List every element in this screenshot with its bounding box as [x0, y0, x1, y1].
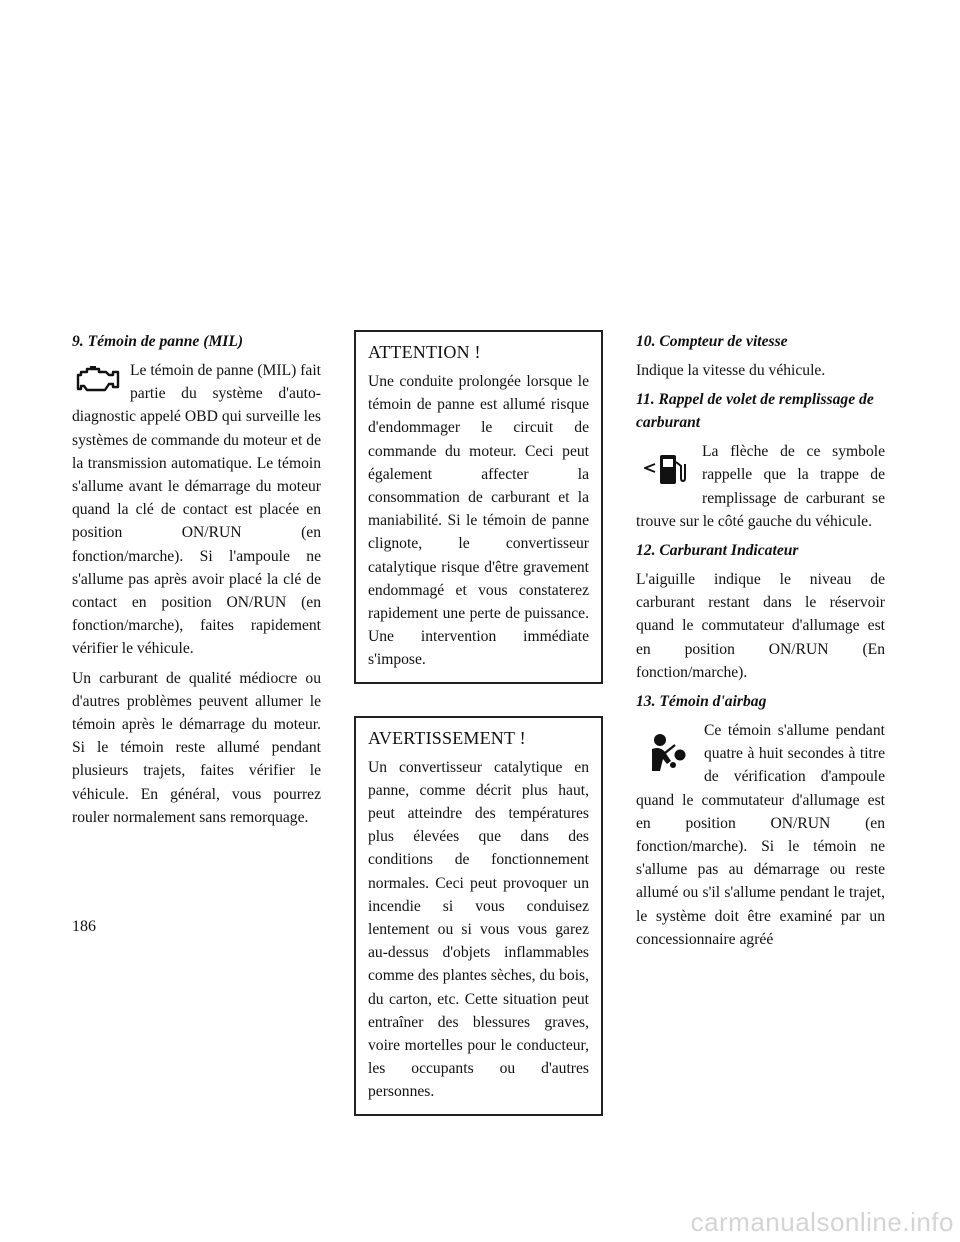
section-11-para — [636, 440, 885, 533]
section-13-heading: 13. Témoin d'airbag — [636, 693, 767, 711]
attention-text: Une conduite prolongée lorsque le témoin de panne est allumé risque d'endommager le circuit de commande du moteur. Ceci peut également affecter la consommation de carburant et la maniabilité. Si le témoin de panne clignote, le convertisseur catalytique risque d'être gravement endommagé et vous constaterez rapidement une perte de puissance. Une intervention immédiate s'impose. — [368, 373, 589, 669]
page-number: 186 — [72, 918, 96, 935]
check-engine-icon — [72, 363, 124, 397]
section-9-para1 — [72, 359, 321, 661]
attention-box — [354, 330, 603, 684]
avertissement-text: Un convertisseur catalytique en panne, comme décrit plus haut, peut atteindre des températures plus élevées que dans des conditions de fonctionnement normales. Ceci peut provoquer un incendie si vous conduisez lentement ou si vous vous garez au-dessus d'objets inflammables comme des plantes sèches, du bois, du carton, etc. Cette situation peut entraîner des blessures graves, voire mortelles pour le conducteur, les occupants ou d'autres personnes. — [368, 758, 589, 1101]
section-12-heading: 12. Carburant Indicateur — [636, 542, 799, 560]
fuel-door-icon — [636, 446, 696, 492]
section-10-heading: 10. Compteur de vitesse — [636, 333, 788, 350]
column-left — [72, 330, 321, 835]
section-13-para — [636, 719, 885, 951]
section-9-heading: 9. Témoin de panne (MIL) — [72, 333, 244, 350]
section-9-para2: Un carburant de qualité médiocre ou d'autres problèmes peuvent allumer le témoin après le démarrage du moteur. Si le témoin reste allumé pendant plusieurs trajets, faites vérifier le véhicule. En général, vous pourrez rouler normalement sans remorquage. — [72, 669, 321, 826]
section-12-text: L'aiguille indique le niveau de carburant restant dans le réservoir quand le commutateur d'allumage est en position ON/RUN (En fonction/marche). — [636, 571, 885, 681]
column-middle — [354, 330, 603, 1148]
section-10-text: Indique la vitesse du véhicule. — [636, 362, 826, 379]
section-11-text: La flèche de ce symbole rappelle que la trappe de remplissage de carburant se trouve sur le côté gauche du véhicule. — [636, 443, 885, 530]
watermark: carmanualsonline.info — [690, 1207, 954, 1237]
section-9-text1: Le témoin de panne (MIL) fait partie du système d'auto-diagnostic appelé OBD qui surveille les systèmes de commande du moteur et de la transmission automatique. Le témoin s'allume avant le démarrage du moteur quand la clé de contact est placée en position ON/RUN (en fonction/marche). Si l'ampoule ne s'allume pas après avoir placé la clé de contact en position ON/RUN (en fonction/marche), faites rapidement vérifier le véhicule. — [72, 362, 321, 658]
column-right — [636, 330, 885, 957]
avertissement-box — [354, 716, 603, 1116]
avertissement-title: AVERTISSEMENT ! — [368, 727, 526, 748]
airbag-icon — [636, 723, 698, 787]
attention-title: ATTENTION ! — [368, 342, 481, 362]
section-11-heading: 11. Rappel de volet de remplissage de carburant — [636, 391, 874, 432]
section-13-text: Ce témoin s'allume pendant quatre à huit secondes à titre de vérification d'ampoule quand le commutateur d'allumage est en position ON/RUN (en fonction/marche). Si le témoin ne s'allume pas au démarrage ou reste allumé ou s'il s'allume pendant le trajet, le système doit être examiné par un concessionnaire agréé — [636, 722, 885, 948]
